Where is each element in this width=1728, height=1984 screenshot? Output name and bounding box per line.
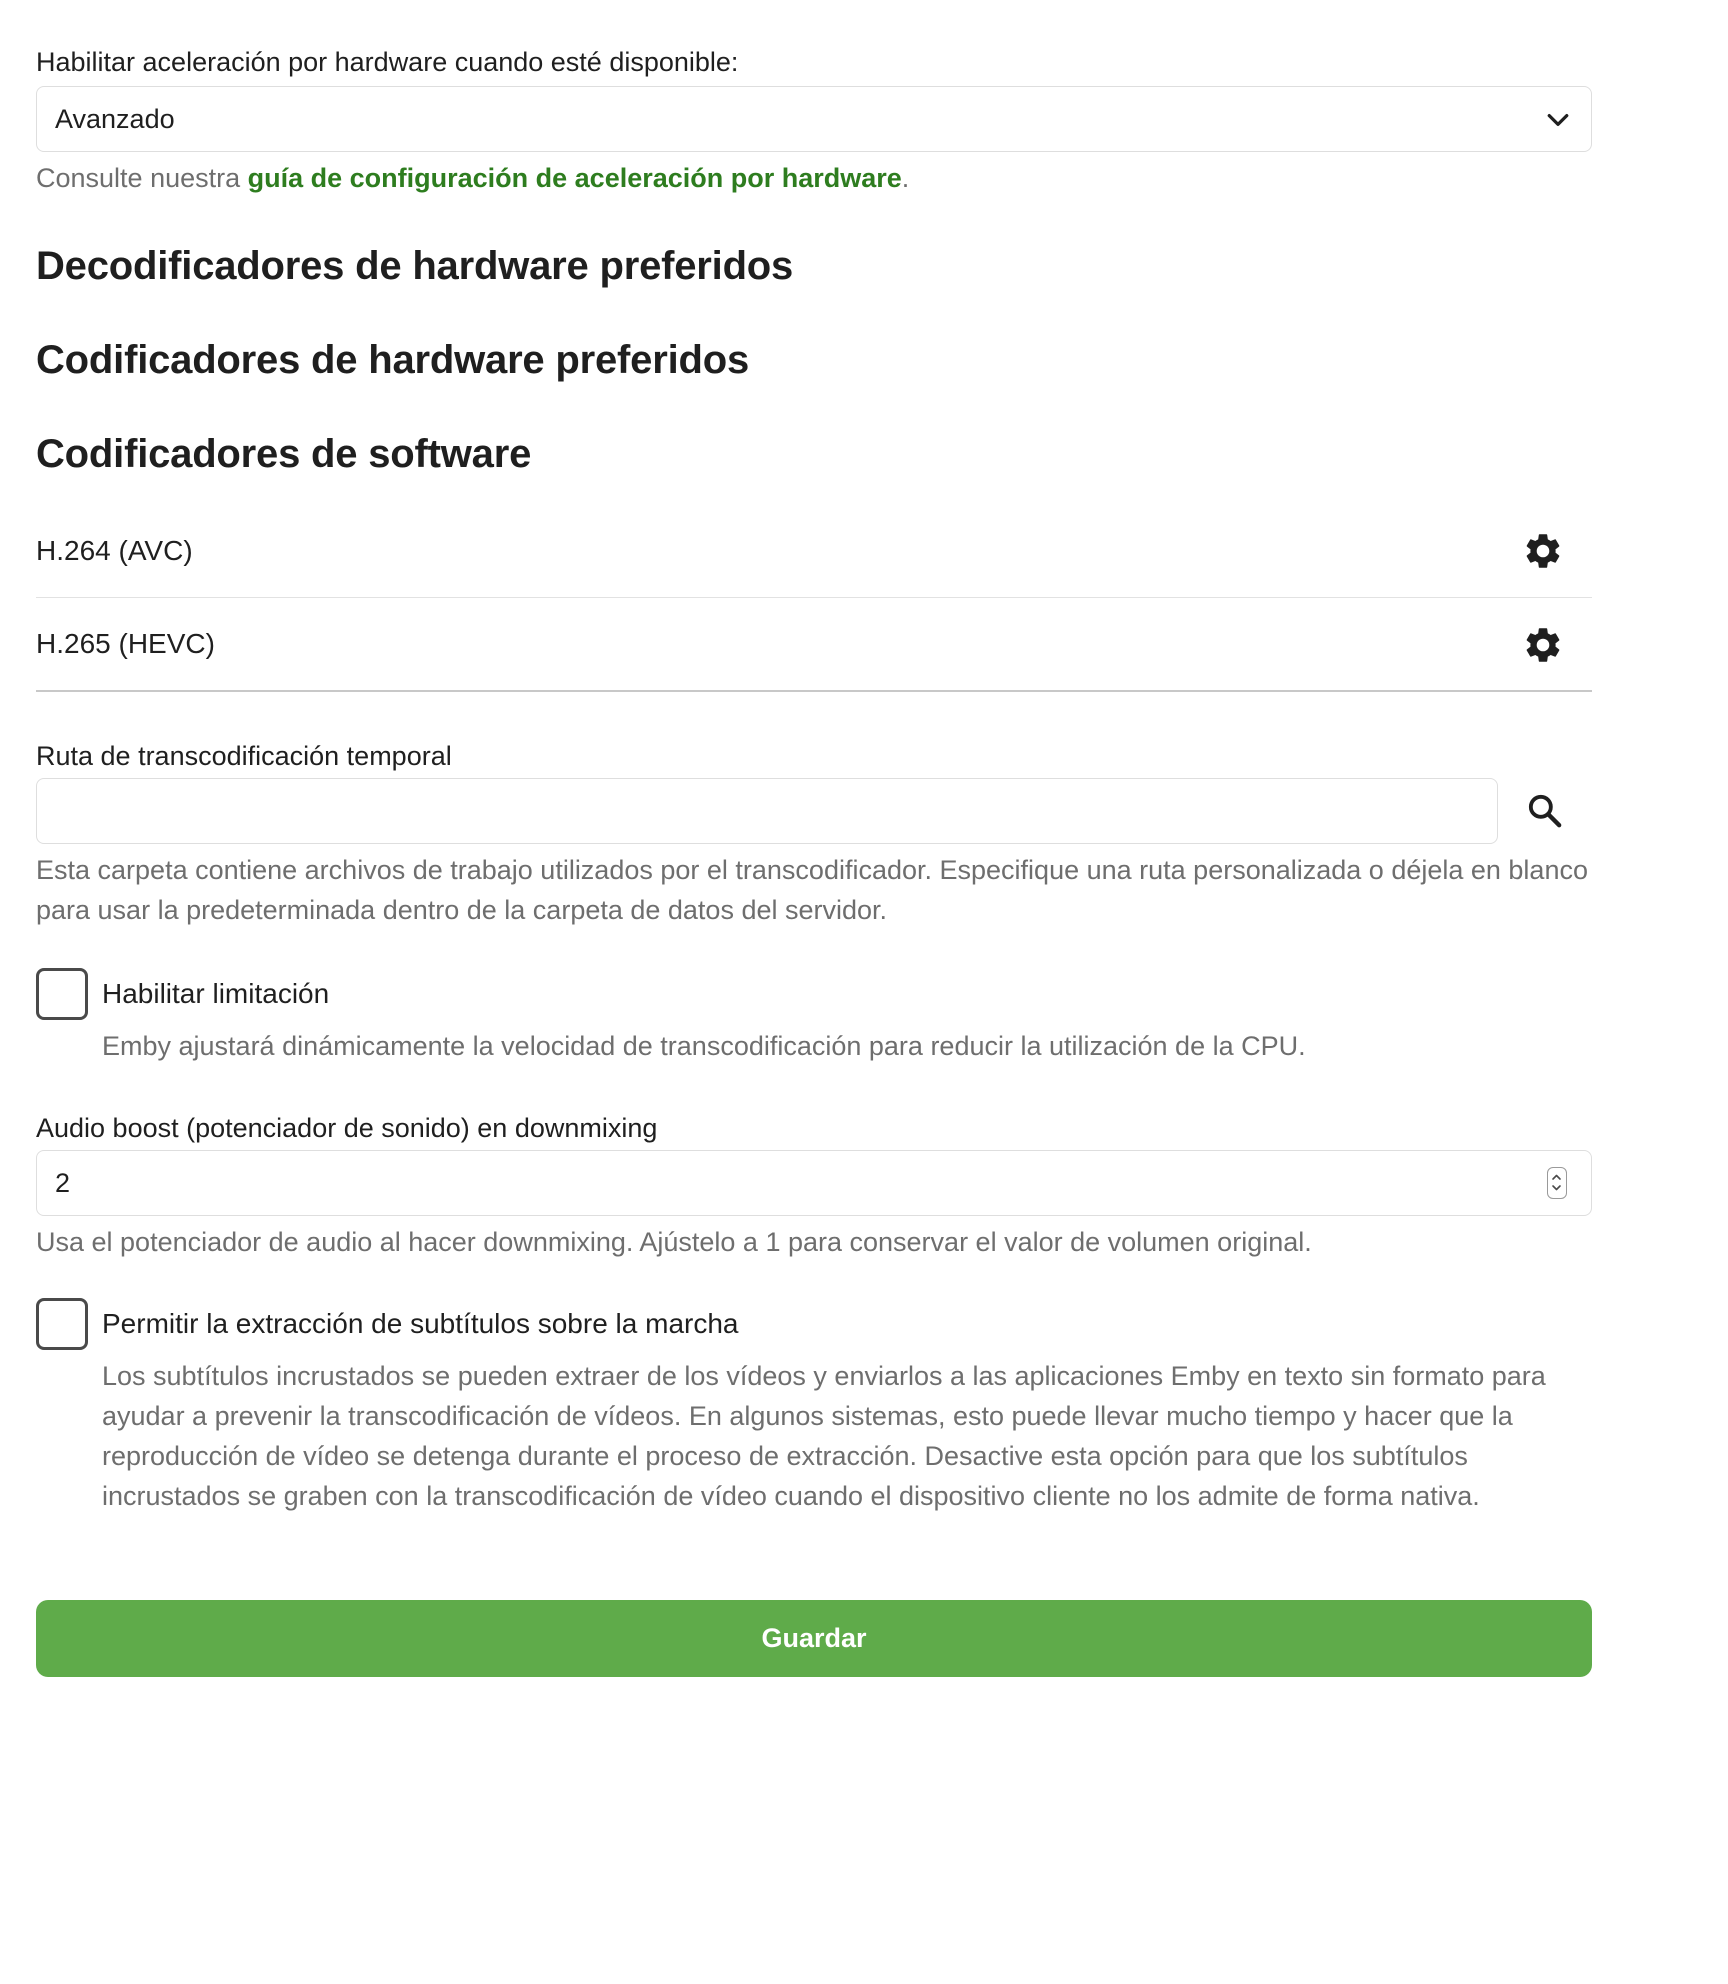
stepper-arrows-icon [1548,1168,1565,1197]
guide-prefix: Consulte nuestra [36,163,248,193]
codec-name: H.264 (AVC) [36,534,193,566]
preferred-decoders-heading: Decodificadores de hardware preferidos [36,244,794,288]
enable-throttling-checkbox[interactable] [36,968,88,1020]
software-encoders-heading: Codificadores de software [36,432,532,476]
subtitle-extraction-help: Los subtítulos incrustados se pueden extraer de los vídeos y enviarlos a las aplicaciones Emby en texto sin formato para ayudar a prevenir la transcodificación de vídeos. En algunos sistemas, esto puede llevar mucho tiempo y hacer que la reproducción de vídeo se detenga durante el proceso de extracción. Desactive esta opción para que los subtítulos incrustados se graben con la transcodificación de vídeo cuando el dispositivo cliente no los admite de forma nativa. [102,1361,1546,1511]
hardware-guide-link[interactable]: guía de configuración de aceleración por hardware [247,163,902,193]
hardware-guide-text [36,158,909,198]
transcode-path-label: Ruta de transcodificación temporal [36,741,452,771]
codec-name: H.265 (HEVC) [36,628,215,659]
audio-boost-label: Audio boost (potenciador de sonido) en downmixing [36,1113,658,1143]
preferred-encoders-heading: Codificadores de hardware preferidos [36,338,749,382]
number-stepper[interactable] [1547,1167,1567,1199]
guide-suffix: . [901,163,910,193]
chevron-down-icon [1543,105,1573,135]
save-button[interactable]: Guardar [36,1600,1592,1677]
browse-path-button[interactable] [1519,785,1571,837]
audio-boost-help: Usa el potenciador de audio al hacer downmixing. Ajústelo a 1 para conservar el valor de volumen original. [36,1227,1312,1257]
subtitle-extraction-checkbox[interactable] [36,1298,88,1350]
audio-boost-value: 2 [55,1167,71,1198]
search-icon [1525,791,1565,831]
hardware-acceleration-label: Habilitar aceleración por hardware cuando esté disponible: [36,47,739,77]
audio-boost-input[interactable] [36,1150,1592,1216]
codec-list-item [36,598,1592,692]
gear-icon[interactable] [1522,624,1564,666]
transcode-path-help: Esta carpeta contiene archivos de trabajo utilizados por el transcodificador. Especifique una ruta personalizada o déjela en blanco para usar la predeterminada dentro de la carpeta de datos del servidor. [36,855,1588,925]
hardware-acceleration-select[interactable] [36,86,1592,152]
enable-throttling-help: Emby ajustará dinámicamente la velocidad de transcodificación para reducir la utilización de la CPU. [102,1031,1306,1061]
gear-icon[interactable] [1522,530,1564,572]
enable-throttling-label[interactable]: Habilitar limitación [102,978,330,1009]
subtitle-extraction-label[interactable]: Permitir la extracción de subtítulos sobre la marcha [102,1308,739,1339]
codec-list-item [36,504,1592,598]
hardware-acceleration-selected-value: Avanzado [55,103,175,134]
transcode-path-input[interactable] [36,778,1498,844]
